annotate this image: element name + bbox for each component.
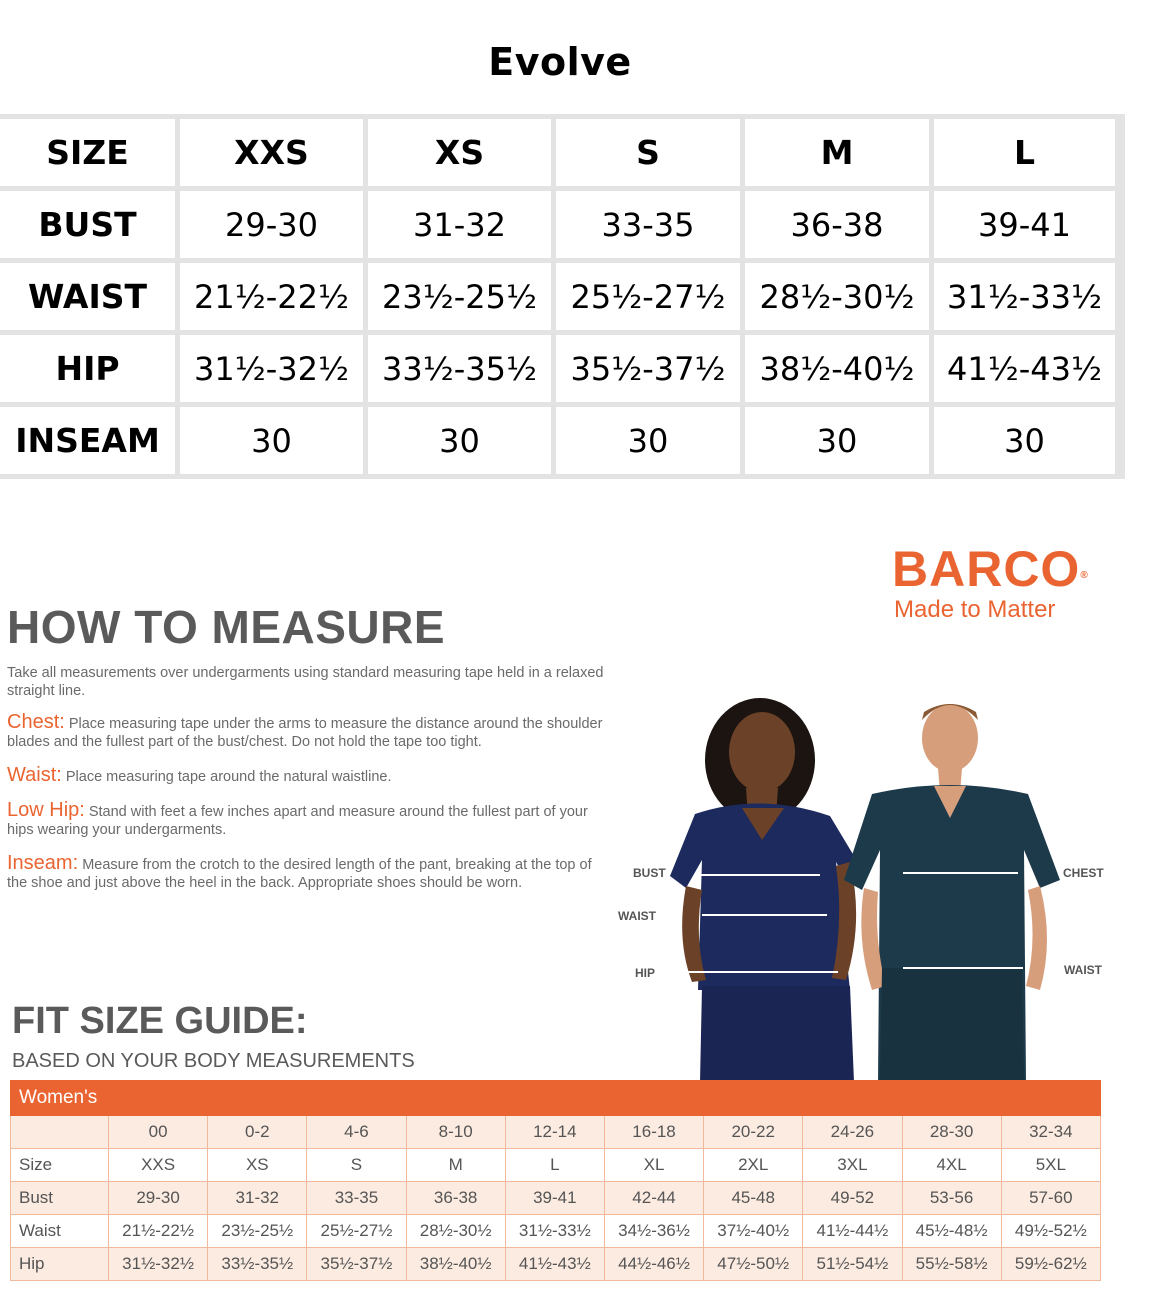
- fit-guide-row-label: Hip: [11, 1248, 109, 1281]
- hip-label: HIP: [635, 966, 656, 980]
- measure-inseam-label: Inseam:: [7, 852, 79, 874]
- size-chart-header-cell: SIZE: [0, 119, 175, 186]
- fit-guide-row: [11, 1182, 1101, 1215]
- size-chart-cell: 38½-40½: [745, 335, 929, 402]
- fit-guide-row: [11, 1149, 1101, 1182]
- man-figure: [844, 704, 1060, 1082]
- size-chart-row-label: WAIST: [0, 263, 175, 330]
- size-chart-cell: 30: [180, 407, 363, 474]
- size-chart-cell: 30: [368, 407, 551, 474]
- size-chart-cell: 35½-37½: [556, 335, 740, 402]
- woman-figure: [670, 698, 860, 1082]
- size-chart-cell: 41½-43½: [934, 335, 1115, 402]
- fit-guide-cell: 33½-35½: [208, 1248, 307, 1281]
- fit-guide-column-head: 0-2: [208, 1116, 307, 1149]
- fit-guide-row-label: Bust: [11, 1182, 109, 1215]
- fit-guide-column-head: 28-30: [902, 1116, 1001, 1149]
- fit-guide-column-head: 8-10: [406, 1116, 505, 1149]
- measure-inseam-text: Measure from the crotch to the desired length of the pant, breaking at the top of the shoe and just above the heel in the back. Appropriate shoes should be worn.: [7, 857, 592, 891]
- fit-guide-column-head: 24-26: [803, 1116, 902, 1149]
- waist-measure-line-right: [903, 967, 1023, 969]
- measure-waist: [7, 766, 607, 786]
- size-chart-header-cell: L: [934, 119, 1115, 186]
- size-chart-header-cell: M: [745, 119, 929, 186]
- womens-section-label: Women's: [11, 1081, 1101, 1116]
- fit-guide-column-head: 4-6: [307, 1116, 406, 1149]
- size-chart-cell: 30: [745, 407, 929, 474]
- size-chart-cell: 39-41: [934, 191, 1115, 258]
- fit-guide-cell: 38½-40½: [406, 1248, 505, 1281]
- size-chart-cell: 31½-32½: [180, 335, 363, 402]
- size-chart: [0, 114, 1125, 479]
- fit-guide-cell: 57-60: [1001, 1182, 1100, 1215]
- fit-guide-cell: 45½-48½: [902, 1215, 1001, 1248]
- size-chart-cell: 31-32: [368, 191, 551, 258]
- how-to-measure-title: HOW TO MEASURE: [7, 601, 446, 653]
- size-chart-row: [0, 191, 1115, 258]
- fit-guide-cell: 25½-27½: [307, 1215, 406, 1248]
- fit-guide-cell: 28½-30½: [406, 1215, 505, 1248]
- fit-guide-column-row: [11, 1116, 1101, 1149]
- measure-hip-text: Stand with feet a few inches apart and measure around the fullest part of your hips wearing your undergarments.: [7, 804, 588, 838]
- size-chart-header-cell: XXS: [180, 119, 363, 186]
- size-chart-cell: 30: [934, 407, 1115, 474]
- measure-inseam: [7, 854, 607, 892]
- size-chart-header-cell: S: [556, 119, 740, 186]
- fit-guide-cell: XXS: [109, 1149, 208, 1182]
- fit-guide-column-head: 20-22: [704, 1116, 803, 1149]
- fit-guide-cell: 55½-58½: [902, 1248, 1001, 1281]
- size-chart-cell: 25½-27½: [556, 263, 740, 330]
- barco-logo: [892, 540, 1089, 598]
- fit-guide-subtitle: BASED ON YOUR BODY MEASUREMENTS: [12, 1050, 415, 1072]
- fit-guide-cell: S: [307, 1149, 406, 1182]
- hip-measure-line: [688, 971, 838, 973]
- measure-hip-label: Low Hip:: [7, 799, 85, 821]
- size-chart-cell: 33-35: [556, 191, 740, 258]
- registered-mark: ®: [1080, 570, 1089, 581]
- page-title: Evolve: [488, 40, 632, 84]
- size-chart-header-row: [0, 119, 1115, 186]
- size-chart-cell: 36-38: [745, 191, 929, 258]
- measure-intro: Take all measurements over undergarments using standard measuring tape held in a relaxed straight line.: [7, 665, 604, 699]
- fit-guide-cell: 2XL: [704, 1149, 803, 1182]
- fit-guide-cell: 47½-50½: [704, 1248, 803, 1281]
- measure-chest-text: Place measuring tape under the arms to measure the distance around the shoulder blades and the fullest part of the bust/chest. Do not hold the tape too tight.: [7, 716, 603, 750]
- fit-guide-cell: 41½-44½: [803, 1215, 902, 1248]
- chest-measure-line: [903, 872, 1018, 874]
- fit-guide-cell: 5XL: [1001, 1149, 1100, 1182]
- size-chart-table: [0, 114, 1120, 479]
- fit-guide-title: FIT SIZE GUIDE:: [12, 1000, 308, 1042]
- fit-guide-cell: 31½-33½: [505, 1215, 604, 1248]
- measure-chest-label: Chest:: [7, 711, 65, 733]
- fit-guide-row-label: Size: [11, 1149, 109, 1182]
- size-chart-cell: 29-30: [180, 191, 363, 258]
- waist-measure-line-left: [702, 914, 827, 916]
- size-chart-cell: 28½-30½: [745, 263, 929, 330]
- size-chart-row: [0, 335, 1115, 402]
- size-chart-row: [0, 407, 1115, 474]
- fit-guide-cell: 36-38: [406, 1182, 505, 1215]
- fit-guide-cell: 41½-43½: [505, 1248, 604, 1281]
- fit-guide-cell: XS: [208, 1149, 307, 1182]
- fit-guide-cell: 4XL: [902, 1149, 1001, 1182]
- size-chart-cell: 30: [556, 407, 740, 474]
- size-chart-cell: 31½-33½: [934, 263, 1115, 330]
- size-chart-row-label: INSEAM: [0, 407, 175, 474]
- size-chart-cell: 33½-35½: [368, 335, 551, 402]
- fit-guide-cell: 31-32: [208, 1182, 307, 1215]
- chest-label: CHEST: [1063, 866, 1104, 880]
- fit-guide-cell: 44½-46½: [604, 1248, 703, 1281]
- waist-label-left: WAIST: [618, 909, 656, 923]
- size-chart-header-cell: XS: [368, 119, 551, 186]
- fit-guide-cell: 3XL: [803, 1149, 902, 1182]
- fit-guide-row-label: Waist: [11, 1215, 109, 1248]
- measure-chest: [7, 713, 607, 751]
- fit-guide-column-head: 32-34: [1001, 1116, 1100, 1149]
- fit-guide-cell: 33-35: [307, 1182, 406, 1215]
- fit-guide-cell: 21½-22½: [109, 1215, 208, 1248]
- fit-guide-cell: 45-48: [704, 1182, 803, 1215]
- fit-guide-cell: 53-56: [902, 1182, 1001, 1215]
- bust-measure-line: [695, 874, 820, 876]
- size-chart-row: [0, 263, 1115, 330]
- fit-guide-column-head: 16-18: [604, 1116, 703, 1149]
- fit-guide-cell: M: [406, 1149, 505, 1182]
- fit-guide-cell: 39-41: [505, 1182, 604, 1215]
- size-chart-cell: 21½-22½: [180, 263, 363, 330]
- fit-guide-cell: XL: [604, 1149, 703, 1182]
- fit-guide-cell: 23½-25½: [208, 1215, 307, 1248]
- fit-guide-cell: 59½-62½: [1001, 1248, 1100, 1281]
- brand-tagline: Made to Matter: [894, 596, 1056, 623]
- fit-guide-corner-cell: [11, 1116, 109, 1149]
- fit-guide-row: [11, 1248, 1101, 1281]
- measure-waist-text: Place measuring tape around the natural waistline.: [65, 769, 392, 785]
- fit-guide-table: [10, 1080, 1101, 1281]
- bust-label: BUST: [633, 866, 666, 880]
- size-chart-cell: 23½-25½: [368, 263, 551, 330]
- barco-logo-text: BARCO: [892, 541, 1081, 597]
- fit-guide-cell: 35½-37½: [307, 1248, 406, 1281]
- fit-guide-column-head: 12-14: [505, 1116, 604, 1149]
- fit-guide-cell: 29-30: [109, 1182, 208, 1215]
- size-chart-row-label: BUST: [0, 191, 175, 258]
- measure-waist-label: Waist:: [7, 764, 62, 786]
- fit-guide-cell: 49½-52½: [1001, 1215, 1100, 1248]
- size-chart-row-label: HIP: [0, 335, 175, 402]
- models-illustration: [650, 690, 1080, 1082]
- fit-guide-section-row: [11, 1081, 1101, 1116]
- fit-guide-cell: 51½-54½: [803, 1248, 902, 1281]
- waist-label-right: WAIST: [1064, 963, 1102, 977]
- fit-guide-cell: 34½-36½: [604, 1215, 703, 1248]
- fit-guide-row: [11, 1215, 1101, 1248]
- fit-guide-cell: 31½-32½: [109, 1248, 208, 1281]
- fit-guide-cell: 42-44: [604, 1182, 703, 1215]
- fit-guide-cell: 37½-40½: [704, 1215, 803, 1248]
- fit-guide-cell: 49-52: [803, 1182, 902, 1215]
- fit-guide-cell: L: [505, 1149, 604, 1182]
- measure-hip: [7, 801, 607, 839]
- fit-guide-column-head: 00: [109, 1116, 208, 1149]
